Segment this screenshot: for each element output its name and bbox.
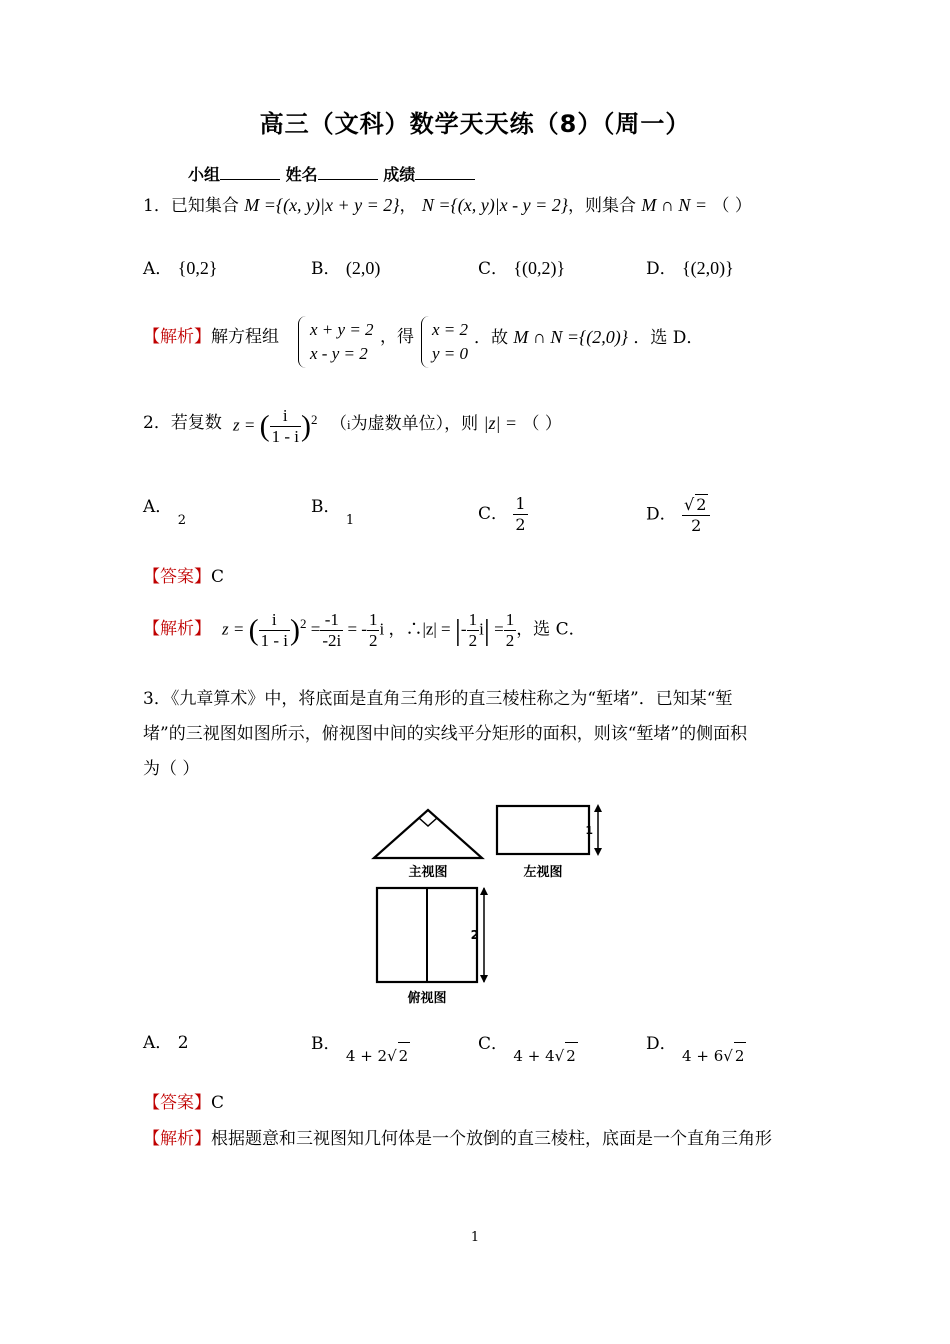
side-dimension: 1	[585, 824, 593, 837]
top-view	[377, 887, 488, 1006]
q2-option-d[interactable]: D． $\frac{√ 2}{2}$	[646, 494, 710, 536]
name-label: 姓名	[285, 165, 318, 184]
name-blank[interactable]	[318, 165, 378, 180]
q1-option-a[interactable]: A． {0,2}	[143, 258, 218, 279]
q1-analysis: 【解析】解方程组	[143, 327, 279, 347]
side-view	[497, 804, 602, 880]
q3-option-a[interactable]: A． 2	[143, 1033, 189, 1053]
front-view-label: 主视图	[408, 865, 448, 880]
q1-conclusion: ．故 M ∩ N ={(2,0)} ．选 D．	[474, 327, 704, 348]
score-blank[interactable]	[415, 165, 475, 180]
q2-answer: 【答案】C	[143, 567, 225, 587]
page-number: 1	[470, 1230, 480, 1245]
q1-set-m: M ={(x, y)|x + y = 2}	[244, 195, 400, 215]
group-label: 小组	[188, 165, 221, 184]
q3-analysis: 【解析】根据题意和三视图知几何体是一个放倒的直三棱柱，底面是一个直角三角形	[143, 1129, 772, 1149]
q1-option-b[interactable]: B． (2,0)	[311, 258, 381, 279]
q3-three-view-figure	[360, 796, 620, 1016]
q1-option-d[interactable]: D． {(2,0)}	[646, 258, 734, 279]
score-label: 成绩	[383, 165, 416, 184]
q3-option-c[interactable]: C． 4 + 4√ 2	[478, 1030, 578, 1057]
q1-brace-right	[421, 316, 432, 368]
q3-answer: 【答案】C	[143, 1093, 225, 1113]
student-info-line	[188, 162, 475, 185]
q2-formula: z = ( $\frac{i}{1 - i}$ )$^2$	[233, 406, 318, 446]
q1-analysis-tag: 【解析】	[143, 327, 211, 347]
front-view	[374, 810, 482, 880]
q1-stem: 1．已知集合 M ={(x, y)|x + y = 2}， N ={(x, y)|x - y = 2}，则集合 M ∩ N = （ ）	[143, 195, 752, 216]
top-view-label: 俯视图	[407, 991, 447, 1006]
q1-system-1: x + y = 2 x - y = 2	[310, 320, 374, 363]
q3-stem: 3．《九章算术》中，将底面是直角三角形的直三棱柱称之为“堑堵”．已知某“堑 堵”的三视图如图所示，俯视图中间的实线平分矩形的面积，则该“堑堵”的侧面积 为（ ）	[143, 689, 748, 779]
q2-solution: z = ( $\frac{i}{1 - i}$ )$^2$ = $\frac{-1}{-2i}$ = - $\frac{1}{2}$ i ，∴|z| = |- $\frac{1}{2}$ i| = $\frac{1}{2}$ ，选 C．	[222, 610, 586, 650]
q2-stem-start: 2．若复数	[143, 413, 222, 433]
q1-system-2: x = 2 y = 0	[432, 320, 469, 363]
q1-option-c[interactable]: C． {(0,2)}	[478, 258, 566, 279]
side-view-label: 左视图	[523, 865, 563, 880]
q2-option-c[interactable]: C． $\frac{1}{2}$	[478, 494, 526, 534]
top-dimension: 2	[470, 928, 479, 942]
q3-option-b[interactable]: B． 4 + 2√ 2	[311, 1030, 410, 1057]
q2-option-b[interactable]: B． $_1$	[311, 497, 355, 528]
q3-option-d[interactable]: D． 4 + 6√ 2	[646, 1030, 746, 1057]
q2-stem-end: （i为虚数单位），则 |z| = （ ）	[330, 413, 562, 434]
q1-expr: M ∩ N =	[641, 195, 708, 215]
page-title: 高三（文科）数学天天练（8）（周一）	[259, 110, 691, 138]
q2-analysis-tag: 【解析】	[143, 619, 211, 639]
q1-brace-left	[298, 316, 309, 368]
q1-set-n: N ={(x, y)|x - y = 2}	[421, 195, 568, 215]
group-blank[interactable]	[220, 165, 280, 180]
q2-option-a[interactable]: A． $_2$	[143, 497, 186, 528]
